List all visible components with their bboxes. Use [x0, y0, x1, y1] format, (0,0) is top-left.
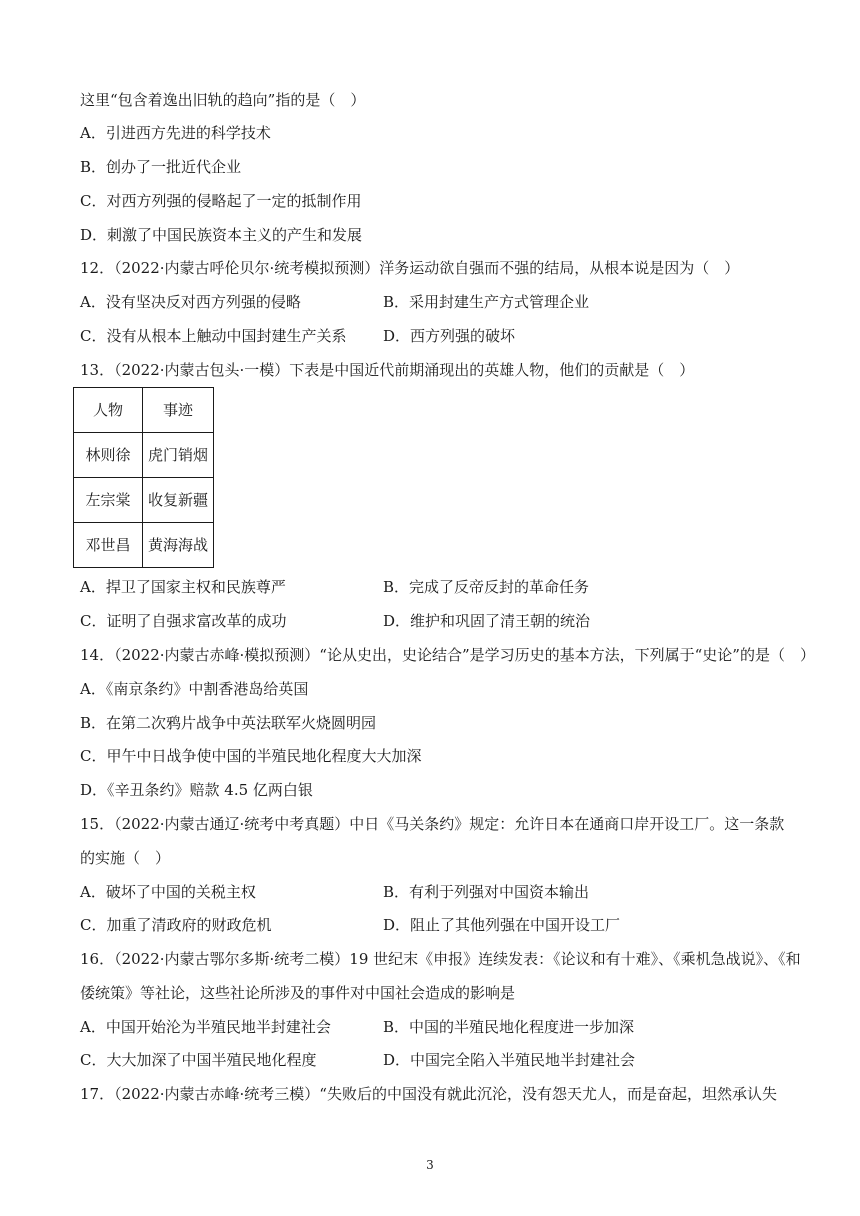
q16-option-b: B．中国的半殖民地化程度进一步加深 — [383, 1018, 635, 1036]
q14-stem: 14．（2022·内蒙古赤峰·模拟预测）“论从史出，史论结合”是学习历史的基本方法，下列属于“史论”的是（ ） — [80, 646, 815, 664]
q12-option-d: D．西方列强的破坏 — [383, 327, 516, 345]
q11-option-d: D．刺激了中国民族资本主义的产生和发展 — [80, 226, 363, 244]
table-header-cell: 事迹 — [143, 388, 214, 433]
q13-option-a: A．捍卫了国家主权和民族尊严 — [80, 578, 286, 596]
q13-option-c: C．证明了自强求富改革的成功 — [80, 612, 287, 630]
q15-option-b: B．有利于列强对中国资本输出 — [383, 883, 590, 901]
q16-stem-line1: 16．（2022·内蒙古鄂尔多斯·统考二模）19 世纪末《申报》连续发表：《论议和有十难》、《乘机急战说》、《和 — [80, 950, 801, 968]
table-cell: 收复新疆 — [143, 478, 214, 523]
table-header-row — [74, 388, 214, 433]
q17-stem-line1: 17．（2022·内蒙古赤峰·统考三模）“失败后的中国没有就此沉沦，没有怨天尤人，而是奋起，坦然承认失 — [80, 1085, 777, 1103]
table-row — [74, 433, 214, 478]
table-cell: 林则徐 — [74, 433, 143, 478]
q16-option-d: D．中国完全陷入半殖民地半封建社会 — [383, 1051, 636, 1069]
q14-option-a: A．《南京条约》中割香港岛给英国 — [80, 680, 309, 698]
q15-stem-line2: 的实施（ ） — [80, 849, 171, 867]
q12-option-b: B．采用封建生产方式管理企业 — [383, 293, 590, 311]
q16-option-c: C．大大加深了中国半殖民地化程度 — [80, 1051, 317, 1069]
table-row — [74, 478, 214, 523]
q15-option-a: A．破坏了中国的关税主权 — [80, 883, 256, 901]
page-number: 3 — [426, 1158, 434, 1172]
q15-stem-line1: 15．（2022·内蒙古通辽·统考中考真题）中日《马关条约》规定：允许日本在通商口岸开设工厂。这一条款 — [80, 815, 785, 833]
table-cell: 虎门销烟 — [143, 433, 214, 478]
table-cell: 左宗棠 — [74, 478, 143, 523]
q13-stem: 13．（2022·内蒙古包头·一模）下表是中国近代前期涌现出的英雄人物，他们的贡献是（ ） — [80, 361, 695, 379]
table-cell: 黄海海战 — [143, 523, 214, 568]
q16-stem-line2: 倭统策》等社论，这些社论所涉及的事件对中国社会造成的影响是 — [80, 984, 516, 1002]
q12-option-c: C．没有从根本上触动中国封建生产关系 — [80, 327, 347, 345]
q14-option-c: C．甲午中日战争使中国的半殖民地化程度大大加深 — [80, 747, 422, 765]
q14-option-d: D．《辛丑条约》赔款 4.5 亿两白银 — [80, 781, 313, 799]
q15-option-c: C．加重了清政府的财政危机 — [80, 916, 272, 934]
q13-option-d: D．维护和巩固了清王朝的统治 — [383, 612, 591, 630]
q11-stem: 这里“包含着逸出旧轨的趋向”指的是（ ） — [80, 91, 366, 109]
table-cell: 邓世昌 — [74, 523, 143, 568]
q15-option-d: D．阻止了其他列强在中国开设工厂 — [383, 916, 621, 934]
q12-stem: 12．（2022·内蒙古呼伦贝尔·统考模拟预测）洋务运动欲自强而不强的结局，从根本说是因为（ ） — [80, 259, 740, 277]
q11-option-b: B．创办了一批近代企业 — [80, 158, 242, 176]
q14-option-b: B．在第二次鸦片战争中英法联军火烧圆明园 — [80, 714, 377, 732]
q16-option-a: A．中国开始沦为半殖民地半封建社会 — [80, 1018, 331, 1036]
q11-option-a: A．引进西方先进的科学技术 — [80, 124, 271, 142]
q11-option-c: C．对西方列强的侵略起了一定的抵制作用 — [80, 192, 362, 210]
q13-heroes-table — [73, 387, 214, 568]
q12-option-a: A．没有坚决反对西方列强的侵略 — [80, 293, 301, 311]
q13-option-b: B．完成了反帝反封的革命任务 — [383, 578, 590, 596]
table-row — [74, 523, 214, 568]
table-header-cell: 人物 — [74, 388, 143, 433]
